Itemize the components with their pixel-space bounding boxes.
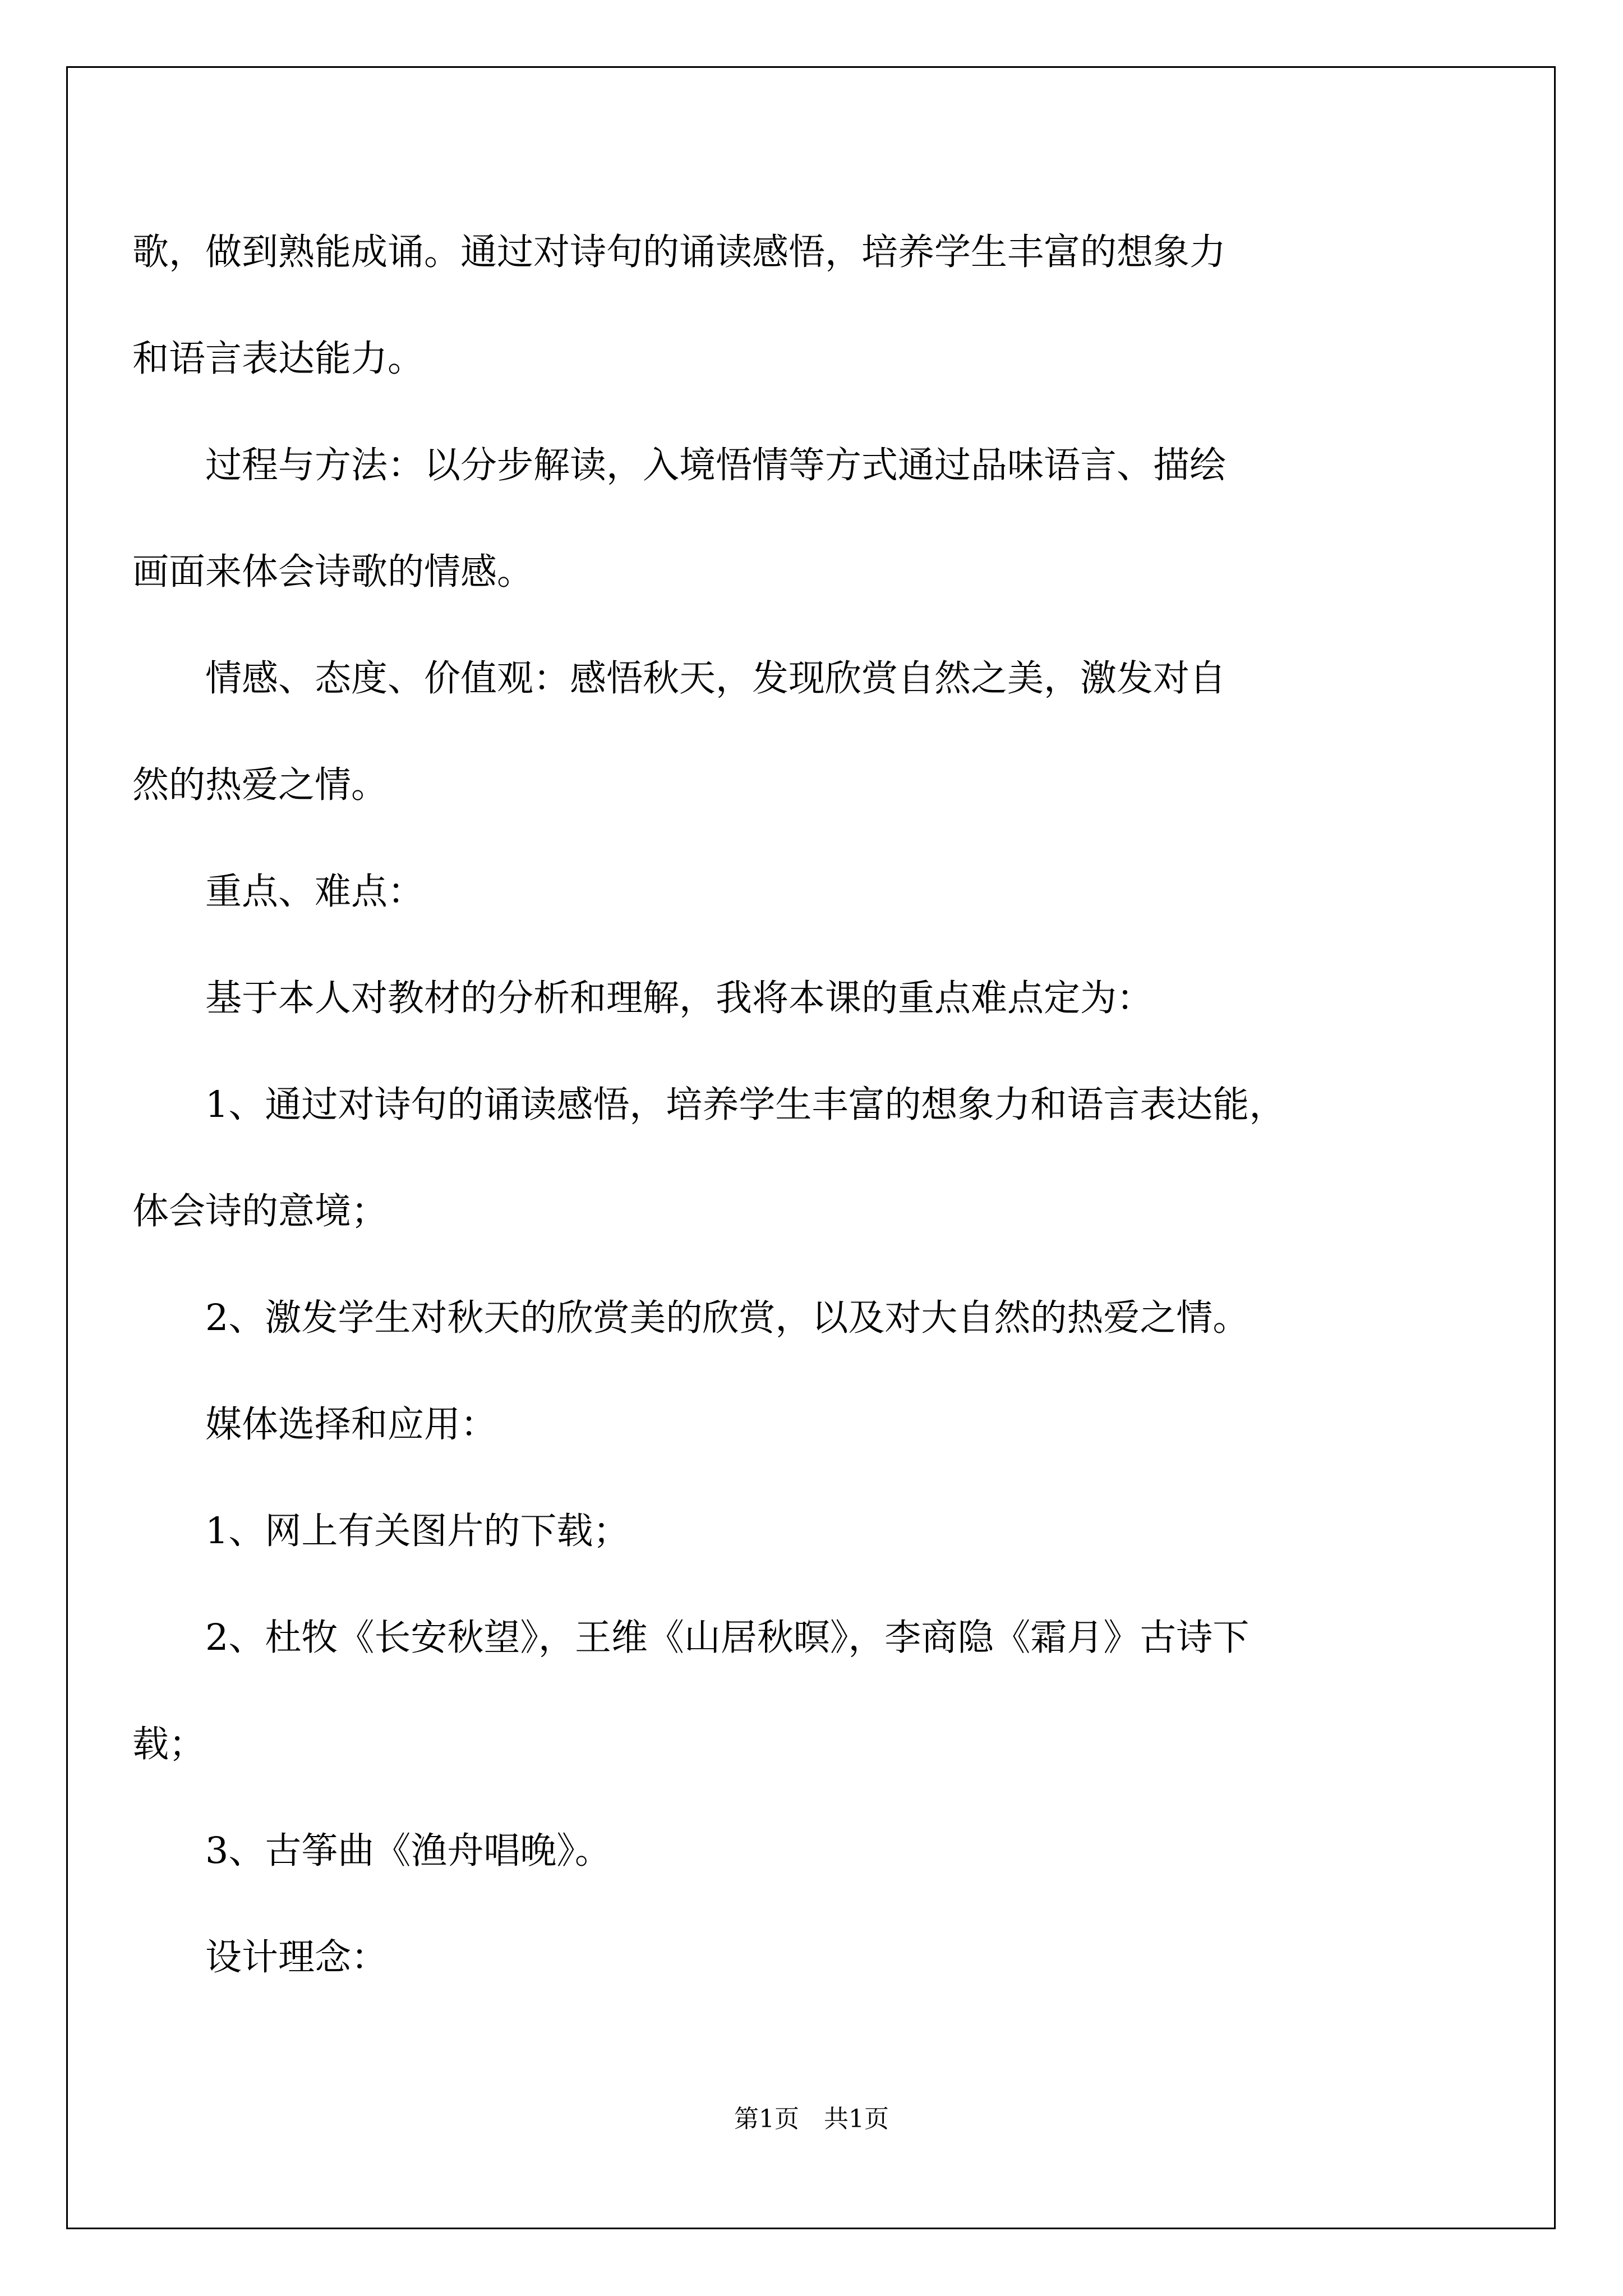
body-line-2: 和语言表达能力。: [132, 338, 425, 380]
media-item-2: 2、杜牧《长安秋望》，王维《山居秋暝》，李商隐《霜月》古诗下: [132, 1617, 1249, 1659]
page-number-footer: 第1页 共1页: [734, 2105, 889, 2133]
media-item-3: 3、古筝曲《渔舟唱晚》。: [132, 1830, 611, 1872]
list-item-1: 1、通过对诗句的诵读感悟，培养学生丰富的想象力和语言表达能，: [132, 1084, 1286, 1126]
body-line-3: 过程与方法：以分步解读，入境悟情等方式通过品味语言、描绘: [132, 444, 1227, 486]
section-heading-key-points: 重点、难点：: [132, 871, 425, 913]
body-line-6: 然的热爱之情。: [132, 764, 388, 806]
list-item-1-continued: 体会诗的意境；: [132, 1190, 388, 1232]
section-heading-design-concept: 设计理念：: [132, 1936, 388, 1978]
media-item-1: 1、网上有关图片的下载；: [132, 1510, 630, 1552]
list-item-2: 2、激发学生对秋天的欣赏美的欣赏，以及对大自然的热爱之情。: [132, 1297, 1249, 1339]
body-line-8: 基于本人对教材的分析和理解，我将本课的重点难点定为：: [132, 977, 1154, 1019]
body-line-5: 情感、态度、价值观：感悟秋天，发现欣赏自然之美，激发对自: [132, 657, 1227, 700]
body-line-1: 歌，做到熟能成诵。通过对诗句的诵读感悟，培养学生丰富的想象力: [132, 231, 1227, 273]
media-item-2-continued: 载；: [132, 1723, 206, 1765]
body-line-4: 画面来体会诗歌的情感。: [132, 551, 534, 593]
section-heading-media: 媒体选择和应用：: [132, 1404, 497, 1446]
